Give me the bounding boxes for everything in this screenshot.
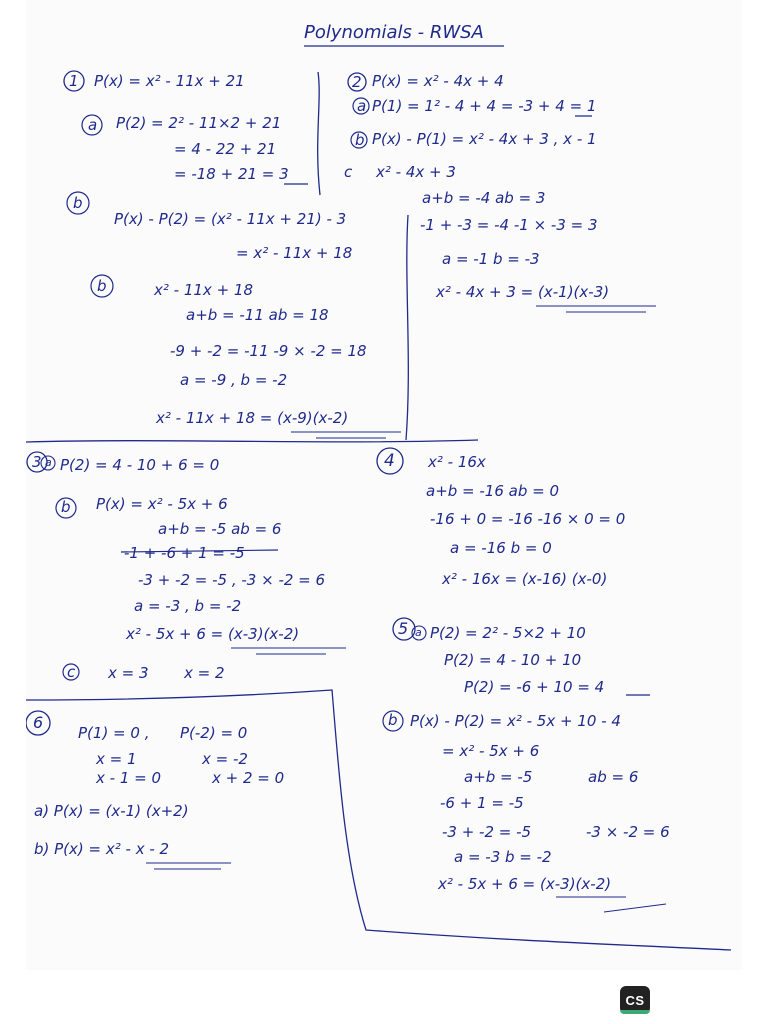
divider-row3 [26,440,478,442]
q3b-line5: a = -3 , b = -2 [134,597,242,615]
q1-factor-line1: x² - 11x + 18 [154,281,253,299]
q1a-line1: P(2) = 2² - 11×2 + 21 [116,114,282,132]
page-title: Polynomials - RWSA [304,22,484,43]
q5a-line2: P(2) = 4 - 10 + 10 [444,651,582,669]
q5b-line9: x² - 5x + 6 = (x-3)(x-2) [438,875,612,893]
q2c-letter: c [344,163,353,181]
badge-stripe [620,1010,650,1014]
q6-factor1: x - 1 = 0 [96,769,162,787]
q2-work-line2: -1 + -3 = -4 -1 × -3 = 3 [420,216,598,234]
q5b-line4: ab = 6 [588,768,639,786]
q5b-line5: -6 + 1 = -5 [440,794,524,812]
q6-root2: x = -2 [202,750,248,768]
q4-line2: a+b = -16 ab = 0 [426,482,560,500]
q5b-line3: a+b = -5 [464,768,533,786]
q4-line5: x² - 16x = (x-16) (x-0) [442,570,608,588]
q5b-line8: a = -3 b = -2 [454,848,552,866]
q2b-letter: b [355,131,365,149]
q3-number: 3 [32,453,42,471]
q2-number: 2 [352,73,362,91]
q1a-letter: a [88,116,98,134]
q4-line1: x² - 16x [428,453,486,471]
q3b-line6: x² - 5x + 6 = (x-3)(x-2) [126,625,300,643]
q1b-line1: P(x) - P(2) = (x² - 11x + 21) - 3 [114,210,347,228]
q2a-letter: a [357,97,367,115]
q5b-line7: -3 × -2 = 6 [586,823,670,841]
underline-q3-factor [231,648,346,654]
q5a-letter: a [415,626,422,639]
q3c-letter: c [67,663,76,681]
worksheet-page [26,0,742,970]
q3b-line3-struck: -1 + -6 + 1 = -5 [124,544,245,562]
q1b-letter: b [73,194,83,212]
underline-q1-factor [291,432,401,438]
q3a-letter: a [45,456,52,469]
q1a-line2: = 4 - 22 + 21 [174,140,277,158]
q1-number: 1 [69,72,79,90]
q3b-line2: a+b = -5 ab = 6 [158,520,282,538]
q3b-letter: b [61,498,71,516]
q5a-line3: P(2) = -6 + 10 = 4 [464,678,605,696]
q6-root1: x = 1 [96,750,137,768]
q4-number: 4 [384,451,395,471]
q5a-line1: P(2) = 2² - 5×2 + 10 [430,624,586,642]
q3b-line4: -3 + -2 = -5 , -3 × -2 = 6 [138,571,326,589]
q2a-line: P(1) = 1² - 4 + 4 = -3 + 4 = 1 [372,97,597,115]
q3b-line1: P(x) = x² - 5x + 6 [96,495,228,513]
q3c-root2: x = 2 [184,664,225,682]
q6-given2: P(-2) = 0 [180,724,248,742]
q3a-line: P(2) = 4 - 10 + 6 = 0 [60,456,220,474]
q5b-line1: P(x) - P(2) = x² - 5x + 10 - 4 [410,712,621,730]
camscanner-badge [620,986,650,1014]
q1-factor-line3: -9 + -2 = -11 -9 × -2 = 18 [170,342,367,360]
q2-work-line3: a = -1 b = -3 [442,250,540,268]
camscanner-logo-text: CS [625,992,645,1008]
q3c-root1: x = 3 [108,664,149,682]
q5b-line6: -3 + -2 = -5 [442,823,532,841]
underline-q6b [146,863,231,869]
q4-line4: a = -16 b = 0 [450,539,552,557]
q6-given1: P(1) = 0 , [78,724,150,742]
q1-factor-line4: a = -9 , b = -2 [180,371,288,389]
q2b-line: P(x) - P(1) = x² - 4x + 3 , x - 1 [372,130,597,148]
q1-factor-line2: a+b = -11 ab = 18 [186,306,329,324]
q4-line3: -16 + 0 = -16 -16 × 0 = 0 [430,510,626,528]
divider-q1-q2 [318,72,320,195]
q1b-line2: = x² - 11x + 18 [236,244,353,262]
q5b-line2: = x² - 5x + 6 [442,742,540,760]
q1b2-letter: b [97,277,107,295]
q2-work-line1: a+b = -4 ab = 3 [422,189,546,207]
q5b-letter: b [388,711,398,729]
q2-work-line4: x² - 4x + 3 = (x-1)(x-3) [436,283,610,301]
q5-number: 5 [398,619,409,638]
divider-q1b [406,215,408,440]
q6b-line: b) P(x) = x² - x - 2 [34,840,170,858]
underline-q2-factor [536,306,656,312]
q1a-line3: = -18 + 21 = 3 [174,165,289,183]
q1-polynomial: P(x) = x² - 11x + 21 [94,72,245,90]
q2-polynomial: P(x) = x² - 4x + 4 [372,72,504,90]
q6a-line: a) P(x) = (x-1) (x+2) [34,802,189,820]
underline-q5-factor [556,897,666,912]
q1-factor-line5: x² - 11x + 18 = (x-9)(x-2) [156,409,349,427]
q6-factor2: x + 2 = 0 [212,769,285,787]
q2c-line: x² - 4x + 3 [376,163,456,181]
q6-number: 6 [33,713,44,732]
